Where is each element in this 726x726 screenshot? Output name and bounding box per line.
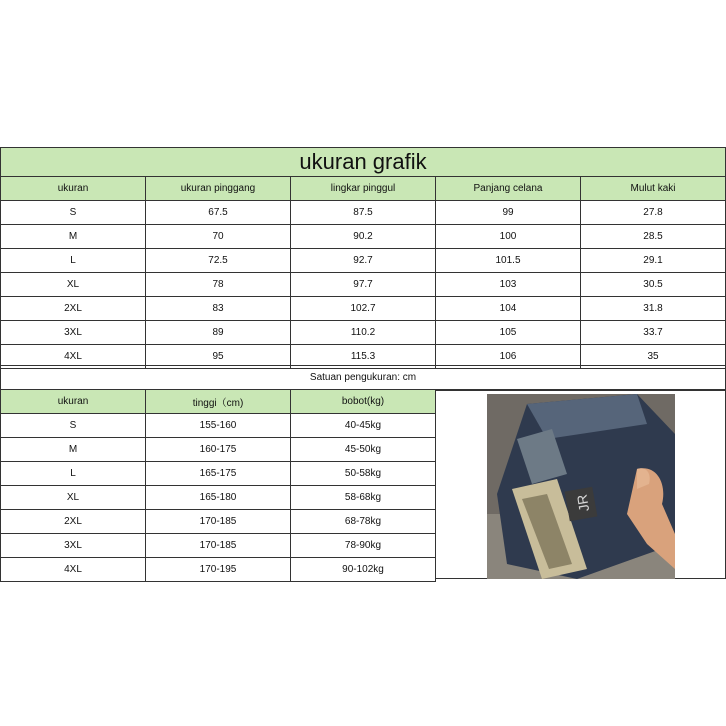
table-cell: 92.7	[290, 248, 436, 273]
table-cell: 110.2	[290, 320, 436, 345]
chart-title: ukuran grafik	[0, 147, 726, 177]
table-cell: 104	[435, 296, 581, 321]
table-cell: 102.7	[290, 296, 436, 321]
table1-header-cell: ukuran	[0, 176, 146, 201]
table-row	[0, 320, 726, 345]
table-cell: 33.7	[580, 320, 726, 345]
table-cell: L	[0, 461, 146, 486]
table-cell: XL	[0, 272, 146, 297]
table-cell: 155-160	[145, 413, 291, 438]
table-cell: 27.8	[580, 200, 726, 225]
table-cell: 78-90kg	[290, 533, 436, 558]
table-cell: 31.8	[580, 296, 726, 321]
table-cell: 97.7	[290, 272, 436, 297]
table1-header-row	[0, 176, 726, 201]
table-cell: 101.5	[435, 248, 581, 273]
table-cell: 29.1	[580, 248, 726, 273]
table1-header-cell: Mulut kaki	[580, 176, 726, 201]
table-cell: 2XL	[0, 509, 146, 534]
table-cell: 30.5	[580, 272, 726, 297]
table-row	[0, 248, 726, 273]
jeans-photo	[487, 394, 675, 579]
table-cell: 170-195	[145, 557, 291, 582]
table-cell: 83	[145, 296, 291, 321]
size-chart-sheet	[0, 147, 726, 579]
table2-header-cell: tinggi（cm)	[145, 389, 291, 414]
table-cell: 89	[145, 320, 291, 345]
table-cell: 103	[435, 272, 581, 297]
table-cell: 95	[145, 344, 291, 369]
unit-note: Satuan pengukuran: cm	[0, 365, 726, 390]
table-cell: 68-78kg	[290, 509, 436, 534]
table-cell: 160-175	[145, 437, 291, 462]
table-cell: S	[0, 200, 146, 225]
table-cell: 78	[145, 272, 291, 297]
table-cell: 2XL	[0, 296, 146, 321]
table-cell: 4XL	[0, 557, 146, 582]
table-cell: M	[0, 437, 146, 462]
table-cell: 40-45kg	[290, 413, 436, 438]
table2-header-cell: ukuran	[0, 389, 146, 414]
product-photo-frame	[435, 390, 726, 579]
table-cell: 50-58kg	[290, 461, 436, 486]
table-cell: 87.5	[290, 200, 436, 225]
table-cell: XL	[0, 485, 146, 510]
table-cell: 3XL	[0, 320, 146, 345]
table-cell: 3XL	[0, 533, 146, 558]
table-cell: 100	[435, 224, 581, 249]
table-cell: 165-180	[145, 485, 291, 510]
table-cell: 106	[435, 344, 581, 369]
table-cell: S	[0, 413, 146, 438]
table-cell: 4XL	[0, 344, 146, 369]
table-row	[0, 224, 726, 249]
svg-text:JR: JR	[573, 493, 593, 513]
table1-header-cell: lingkar pinggul	[290, 176, 436, 201]
table1-header-cell: ukuran pinggang	[145, 176, 291, 201]
table-row	[0, 272, 726, 297]
table-cell: M	[0, 224, 146, 249]
table-cell: 105	[435, 320, 581, 345]
table-cell: 165-175	[145, 461, 291, 486]
table-cell: L	[0, 248, 146, 273]
table-cell: 115.3	[290, 344, 436, 369]
table-row	[0, 200, 726, 225]
table-cell: 35	[580, 344, 726, 369]
table2-header-cell: bobot(kg)	[290, 389, 436, 414]
table-cell: 90-102kg	[290, 557, 436, 582]
table-cell: 45-50kg	[290, 437, 436, 462]
table-cell: 28.5	[580, 224, 726, 249]
table-cell: 170-185	[145, 533, 291, 558]
table-cell: 170-185	[145, 509, 291, 534]
table-cell: 72.5	[145, 248, 291, 273]
table-cell: 70	[145, 224, 291, 249]
table-cell: 67.5	[145, 200, 291, 225]
table-cell: 58-68kg	[290, 485, 436, 510]
table-cell: 90.2	[290, 224, 436, 249]
table1-header-cell: Panjang celana	[435, 176, 581, 201]
table-cell: 99	[435, 200, 581, 225]
table-row	[0, 296, 726, 321]
